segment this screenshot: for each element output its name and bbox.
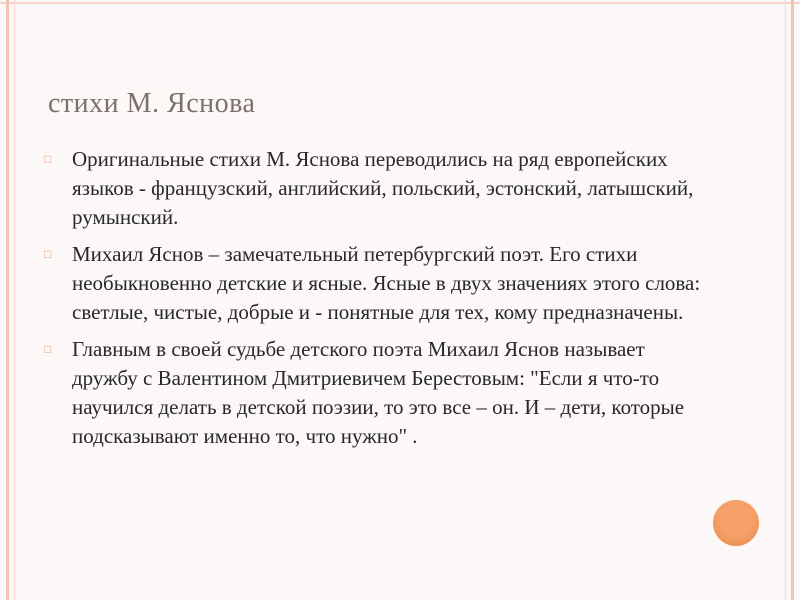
bullet-glyph-icon: □	[44, 342, 52, 356]
bullet-item	[44, 145, 704, 232]
bullet-item	[44, 240, 704, 327]
decorative-orange-circle	[713, 500, 759, 546]
bullet-text: Главным в своей судьбе детского поэта Михаил Яснов называет дружбу с Валентином Дмитриевичем Берестовым: "Если я что-то научился делать в детской поэзии, то это все – он. И – дети, которые подсказывают именно то, что нужно" .	[72, 337, 685, 448]
frame-right-outer-line	[791, 0, 794, 600]
bullet-glyph-icon: □	[44, 152, 52, 166]
bullet-list	[44, 145, 704, 459]
bullet-text: Михаил Яснов – замечательный петербургский поэт. Его стихи необыкновенно детские и ясные. Ясные в двух значениях этого слова: светлые, чистые, добрые и - понятные для тех, кому предназначены.	[72, 242, 701, 324]
slide-title: стихи М. Яснова	[48, 88, 256, 119]
frame-top-line	[0, 2, 800, 4]
frame-left-inner-line	[14, 0, 15, 600]
bullet-item	[44, 335, 704, 451]
frame-right-inner-line	[785, 0, 786, 600]
bullet-text: Оригинальные стихи М. Яснова переводились на ряд европейских языков - французский, английский, польский, эстонский, латышский, румынский.	[72, 147, 694, 229]
frame-left-outer-line	[6, 0, 9, 600]
bullet-glyph-icon: □	[44, 247, 52, 261]
